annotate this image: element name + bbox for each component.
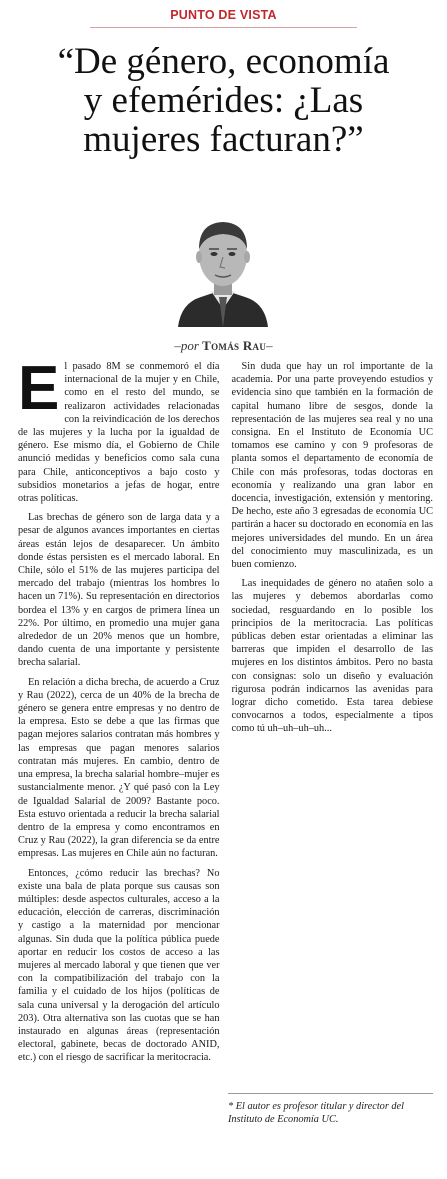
article-paragraph: El pasado 8M se conmemoró el día internacional de la mujer y en Chile, como en el resto del mundo, se realizaron actividades relacionadas con la reivindicación de los derechos de las mujeres y la lucha por la igualdad de género. Ese mismo día, el Gobierno de Chile anunció medidas y beneficios como sala cuna para Chile, anticonceptivos a bajo costo y subsidios monetarios a jefas de hogar, entre otras políticas. [18,354,220,505]
byline-suffix: – [266,338,273,353]
article-paragraph: Entonces, ¿cómo reducir las brechas? No existe una bala de plata porque sus causas son múltiples: desde aspectos culturales, acceso a la educación, elección de carreras, discriminación y castigo a la maternidad por mencionar algunas. Sin duda que la política pública puede aportar en reducir los costos de acceso a las mujeres al mercado laboral y que tienen que ver con la compatibilización del trabajo con la familia y el cuidado de los hijos (políticas de sala cuna universal y la derogación del artículo 203). Otra alternativa son las cuotas que se han instaurado en algunas áreas (representación electoral, gabinete, becas de doctorado ANID, etc.) con el riesgo de sacrificar la meritocracia. [18,867,220,1064]
author-name: Tomás Rau [202,338,267,353]
drop-cap: E [18,354,60,423]
article-paragraph: Las inequidades de género no atañen solo a las mujeres y debemos abordarlas como sociedad, resguardando en lo posible los principios de la meritocracia. Las políticas públicas deben estar orientadas a eliminar las barreras que impiden el desarrollo de las mujeres en los distintos ámbitos. Pero no basta con consignas: solo un diseño y evaluación rigurosa podrán indicarnos las avenidas para lograr dicho cometido. Esta tarea debiese convocarnos a todos, especialmente a tipos como tú uh–uh–uh–uh... [231,578,433,735]
headline [0,42,447,159]
footnote-divider [228,1093,433,1094]
author-footnote: * El autor es profesor titular y director del Instituto de Economía UC. [228,1101,404,1125]
headline-line-2: y efemérides: ¿Las [83,80,364,121]
article-paragraph: En relación a dicha brecha, de acuerdo a Cruz y Rau (2022), cerca de un 40% de la brecha de género se genera entre empresas y no dentro de la empresa. Esto se debe a que las firmas que pagan mejores salarios contratan más hombres y las empresas que pagan menores salarios contratan más mujeres. En cambio, dentro de una empresa, la brecha salarial hombre–mujer es sustancialmente menor. ¿Y qué pasó con la Ley de Igualdad Salarial de 2009? Bastante poco. Esta estuvo orientada a reducir la brecha salarial dentro de la empresa y como encontramos en Cruz y Rau (2022), la gran diferencia se da entre empresas. Las mujeres en Chile aún no facturan. [18,676,220,860]
section-label: PUNTO DE VISTA [170,8,277,22]
article-paragraph: Las brechas de género son de larga data y a pesar de algunos avances importantes en ciertas áreas están lejos de desaparecer. Un ámbito donde éstas persisten es el mercado laboral. En Chile, sólo el 51% de las mujeres participa del mercado del trabajo (mientras los hombres lo hacen un 71%). Su representación en directorios bordea el 13% y en cargos de primera línea un 22%. Por último, en promedio una mujer gana alrededor de un 20% menos que un hombre, dando cuenta de una importante y persistente brecha salarial. [18,512,220,669]
article-paragraph: Sin duda que hay un rol importante de la academia. Por una parte proveyendo estudios y evidencia sino que también en la formación de capital humano libre de sesgos, donde la representación de las mujeres sea real y no una consigna. En el Instituto de Economía UC tomamos ese camino y con 9 profesoras de planta somos el departamento de economía de Chile con más profesoras, todas doctoras en economía y realizando una gran labor en docencia, investigación, extensión y mentoring. De hecho, este año 3 egresadas de economía UC partirán a hacer su doctorado en economía en las mejores universidades del mundo. En un área del conocimiento muy masculinizada, es un buen comienzo. [231,361,433,571]
byline-prefix: –por [174,338,203,353]
section-divider [90,27,357,28]
author-portrait [173,205,273,327]
headline-line-1: “De género, economía [57,41,390,82]
article-body [18,354,433,1095]
byline [0,338,447,354]
headline-line-3: mujeres facturan?” [83,119,364,160]
